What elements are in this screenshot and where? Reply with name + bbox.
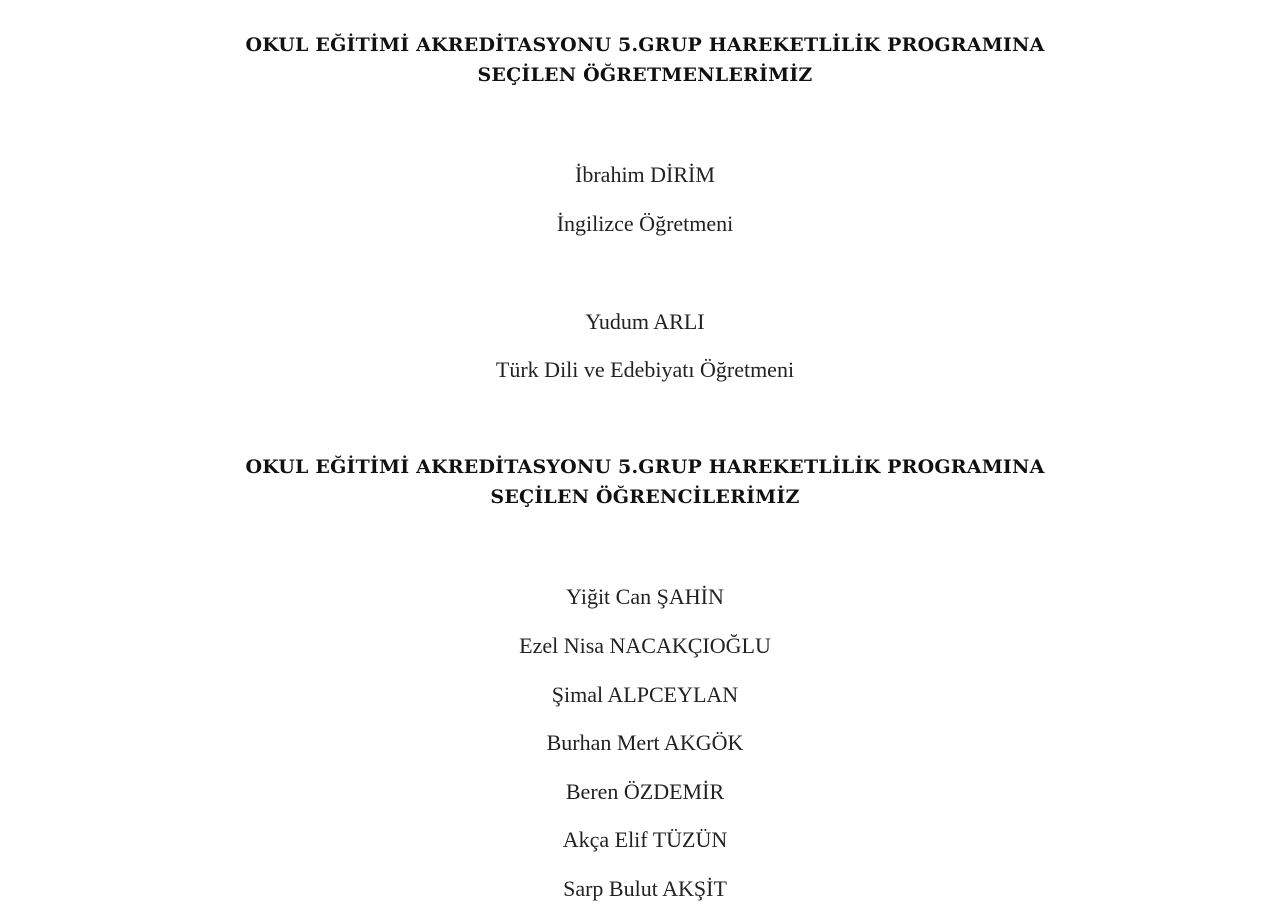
student-name: Akça Elif TÜZÜN [562, 827, 728, 852]
students-heading-line-2: SEÇİLEN ÖĞRENCİLERİMİZ [490, 486, 800, 508]
student-name: Sarp Bulut AKŞİT [563, 876, 727, 901]
student-name: Burhan Mert AKGÖK [546, 730, 744, 755]
teacher-role: İngilizce Öğretmeni [556, 211, 734, 236]
student-name: Ezel Nisa NACAKÇIOĞLU [519, 633, 771, 658]
teacher-name: İbrahim DİRİM [575, 162, 715, 187]
teacher-name: Yudum ARLI [585, 309, 705, 334]
teachers-heading [0, 30, 1280, 90]
students-heading [0, 452, 1280, 512]
teachers-heading-line-1: OKUL EĞİTİMİ AKREDİTASYONU 5.GRUP HAREKETLİLİK PROGRAMINA [245, 34, 1045, 56]
student-name: Beren ÖZDEMİR [565, 779, 725, 804]
student-name: Yiğit Can ŞAHİN [566, 584, 724, 609]
teacher-role: Türk Dili ve Edebiyatı Öğretmeni [495, 357, 795, 382]
teachers-heading-line-2: SEÇİLEN ÖĞRETMENLERİMİZ [477, 64, 813, 86]
student-name: Şimal ALPCEYLAN [551, 682, 739, 707]
students-heading-line-1: OKUL EĞİTİMİ AKREDİTASYONU 5.GRUP HAREKETLİLİK PROGRAMINA [245, 456, 1045, 478]
